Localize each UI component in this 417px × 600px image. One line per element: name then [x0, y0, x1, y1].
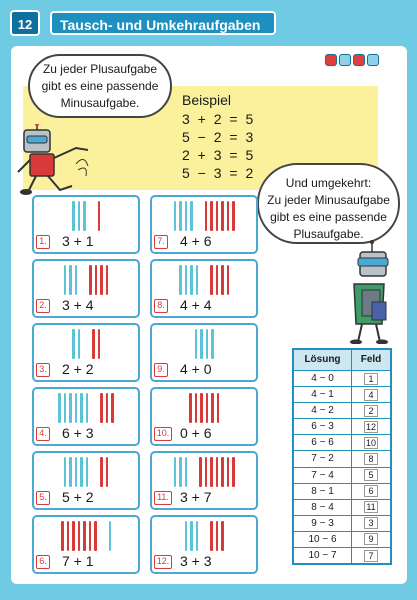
blue-stick-group: [109, 521, 112, 551]
red-stick: [100, 265, 103, 295]
red-stick: [189, 393, 192, 423]
bubble-line: Plusaufgabe.: [293, 227, 364, 241]
page-title: Tausch- und Umkehraufgaben: [50, 11, 276, 35]
bubble-line: Minusaufgabe.: [60, 96, 140, 110]
blue-stick-group: [58, 393, 88, 423]
publisher-logo: [325, 54, 379, 66]
solution-cell: 10 − 7: [294, 548, 352, 563]
blue-stick: [72, 329, 75, 359]
blue-stick: [179, 265, 182, 295]
exercise-term: 0 + 6: [180, 425, 212, 441]
blue-stick-group: [174, 457, 188, 487]
red-stick-group: [89, 265, 108, 295]
exercise-card: [150, 323, 258, 382]
exercise-term: 4 + 4: [180, 297, 212, 313]
field-cell: [352, 435, 390, 450]
field-cell: [352, 387, 390, 402]
field-box: 11: [364, 501, 378, 513]
red-stick: [95, 265, 98, 295]
table-row: [294, 499, 390, 515]
blue-stick: [78, 201, 81, 231]
red-stick: [216, 521, 219, 551]
table-row: [294, 370, 390, 386]
red-stick-group: [98, 201, 101, 231]
blue-stick: [179, 201, 182, 231]
blue-stick: [190, 521, 193, 551]
field-box: 3: [364, 517, 378, 529]
field-box: 4: [364, 389, 378, 401]
blue-stick: [211, 329, 214, 359]
solution-cell: 4 − 0: [294, 371, 352, 386]
page-number: 12: [10, 10, 40, 36]
blue-stick: [109, 521, 112, 551]
field-cell: [352, 500, 390, 515]
exercise-card: [150, 515, 258, 574]
exercise-number: 2.: [36, 299, 50, 313]
red-stick-group: [205, 201, 235, 231]
blue-stick: [174, 457, 177, 487]
blue-stick: [195, 329, 198, 359]
blue-stick: [69, 393, 72, 423]
red-stick: [216, 265, 219, 295]
exercise-term: 3 + 7: [180, 489, 212, 505]
field-cell: [352, 468, 390, 483]
field-cell: [352, 419, 390, 434]
exercise-term: 6 + 3: [62, 425, 94, 441]
blue-stick: [174, 201, 177, 231]
blue-stick: [58, 393, 61, 423]
field-box: 9: [364, 533, 378, 545]
speech-bubble-right: [257, 163, 400, 244]
red-stick: [78, 521, 81, 551]
solution-cell: 8 − 4: [294, 500, 352, 515]
solution-cell: 7 − 4: [294, 468, 352, 483]
exercise-term: 2 + 2: [62, 361, 94, 377]
example-equation: 2 + 3 = 5: [182, 147, 254, 163]
blue-stick: [75, 265, 78, 295]
exercise-card: [150, 451, 258, 510]
red-stick: [67, 521, 70, 551]
blue-stick: [78, 329, 81, 359]
field-cell: [352, 484, 390, 499]
blue-stick: [80, 457, 83, 487]
red-stick: [221, 521, 224, 551]
red-stick-group: [100, 457, 108, 487]
table-row: [294, 402, 390, 418]
field-box: 5: [364, 469, 378, 481]
red-stick-group: [61, 521, 97, 551]
table-row: [294, 467, 390, 483]
blue-stick-group: [72, 329, 80, 359]
exercise-number: 10.: [154, 427, 172, 441]
red-stick: [227, 457, 230, 487]
red-stick-group: [210, 265, 229, 295]
exercise-number: 6.: [36, 555, 50, 569]
red-stick: [100, 457, 103, 487]
red-stick: [221, 201, 224, 231]
bubble-line: Und umgekehrt:: [285, 176, 372, 190]
red-stick: [199, 457, 202, 487]
red-stick: [94, 521, 97, 551]
exercise-number: 1.: [36, 235, 50, 249]
red-stick: [211, 393, 214, 423]
blue-stick: [64, 265, 67, 295]
red-stick: [195, 393, 198, 423]
red-stick: [216, 201, 219, 231]
blue-stick: [200, 329, 203, 359]
red-stick: [83, 521, 86, 551]
blue-stick: [64, 457, 67, 487]
field-box: 12: [365, 421, 376, 432]
exercise-card: [32, 451, 140, 510]
exercise-number: 5.: [36, 491, 50, 505]
field-cell: [352, 451, 390, 466]
red-stick: [227, 265, 230, 295]
blue-stick: [190, 201, 193, 231]
field-cell: [352, 532, 390, 547]
blue-stick: [72, 201, 75, 231]
exercise-number: 9.: [154, 363, 168, 377]
field-cell: [352, 371, 390, 386]
field-box: 2: [364, 405, 378, 417]
red-stick: [210, 457, 213, 487]
red-stick: [98, 201, 101, 231]
blue-stick: [185, 457, 188, 487]
red-stick: [106, 393, 109, 423]
red-stick: [206, 393, 209, 423]
exercise-term: 4 + 6: [180, 233, 212, 249]
red-stick: [210, 201, 213, 231]
exercise-card: [32, 387, 140, 446]
solution-cell: 6 − 6: [294, 435, 352, 450]
blue-stick: [190, 265, 193, 295]
red-stick-group: [189, 393, 219, 423]
blue-stick: [179, 457, 182, 487]
field-box: 7: [364, 550, 378, 562]
bubble-line: gibt es eine passende: [41, 79, 159, 93]
example-equation: 5 − 2 = 3: [182, 129, 254, 145]
field-box: 10: [365, 437, 376, 448]
solution-cell: 10 − 6: [294, 532, 352, 547]
red-stick-group: [199, 457, 235, 487]
blue-stick: [206, 329, 209, 359]
red-stick: [210, 521, 213, 551]
field-cell: [352, 516, 390, 531]
table-row: [294, 386, 390, 402]
column-header: Feld: [360, 354, 382, 365]
red-stick: [217, 393, 220, 423]
table-row: [294, 483, 390, 499]
solution-cell: 4 − 1: [294, 387, 352, 402]
blue-stick: [75, 393, 78, 423]
red-stick: [227, 201, 230, 231]
blue-stick: [196, 265, 199, 295]
example-equation: 3 + 2 = 5: [182, 111, 254, 127]
table-row: [294, 515, 390, 531]
exercise-number: 4.: [36, 427, 50, 441]
red-stick: [89, 265, 92, 295]
table-row: [294, 418, 390, 434]
blue-stick: [86, 457, 89, 487]
solution-cell: 4 − 2: [294, 403, 352, 418]
red-stick: [200, 393, 203, 423]
exercise-term: 3 + 1: [62, 233, 94, 249]
red-stick: [106, 265, 109, 295]
red-stick: [98, 329, 101, 359]
red-stick: [111, 393, 114, 423]
robot-illustration: [16, 124, 106, 196]
red-stick: [100, 393, 103, 423]
exercise-term: 3 + 3: [180, 553, 212, 569]
blue-stick: [83, 201, 86, 231]
solution-cell: 6 − 3: [294, 419, 352, 434]
red-stick-group: [210, 521, 224, 551]
blue-stick-group: [185, 521, 199, 551]
red-stick: [216, 457, 219, 487]
red-stick: [232, 457, 235, 487]
field-box: 8: [364, 453, 378, 465]
blue-stick: [196, 521, 199, 551]
field-cell: [352, 548, 390, 563]
exercise-card: [32, 323, 140, 382]
table-row: [294, 450, 390, 466]
exercise-term: 7 + 1: [62, 553, 94, 569]
exercise-card: [150, 195, 258, 254]
table-row: [294, 547, 390, 563]
blue-stick-group: [195, 329, 214, 359]
red-stick: [106, 457, 109, 487]
exercise-card: [32, 515, 140, 574]
blue-stick: [69, 457, 72, 487]
red-stick: [92, 329, 95, 359]
table-row: [294, 434, 390, 450]
exercise-card: [32, 259, 140, 318]
table-header: [294, 350, 390, 370]
example-equation: 5 − 3 = 2: [182, 165, 254, 181]
exercise-number: 11.: [154, 491, 172, 505]
exercise-term: 5 + 2: [62, 489, 94, 505]
blue-stick: [185, 201, 188, 231]
speech-bubble-top: [28, 54, 172, 118]
field-box: 6: [364, 485, 378, 497]
red-stick: [72, 521, 75, 551]
blue-stick-group: [72, 201, 86, 231]
red-stick: [210, 265, 213, 295]
solution-cell: 8 − 1: [294, 484, 352, 499]
field-cell: [352, 403, 390, 418]
bubble-line: gibt es eine passende: [270, 210, 387, 224]
column-header: Lösung: [294, 350, 352, 370]
blue-stick: [64, 393, 67, 423]
solution-cell: 9 − 3: [294, 516, 352, 531]
red-stick: [89, 521, 92, 551]
blue-stick-group: [179, 265, 198, 295]
exercise-term: 4 + 0: [180, 361, 212, 377]
exercise-card: [150, 387, 258, 446]
blue-stick: [86, 393, 89, 423]
blue-stick-group: [64, 457, 89, 487]
blue-stick: [185, 521, 188, 551]
red-stick: [221, 265, 224, 295]
red-stick: [61, 521, 64, 551]
blue-stick: [69, 265, 72, 295]
robot-illustration: [338, 240, 394, 344]
red-stick: [221, 457, 224, 487]
blue-stick: [80, 393, 83, 423]
table-row: [294, 531, 390, 547]
exercise-number: 12.: [154, 555, 172, 569]
solution-cell: 7 − 2: [294, 451, 352, 466]
red-stick: [205, 201, 208, 231]
blue-stick: [75, 457, 78, 487]
exercise-card: [150, 259, 258, 318]
exercise-number: 7.: [154, 235, 168, 249]
blue-stick-group: [174, 201, 193, 231]
red-stick-group: [92, 329, 100, 359]
red-stick-group: [100, 393, 114, 423]
bubble-line: Zu jeder Minusaufgabe: [267, 193, 390, 207]
red-stick: [205, 457, 208, 487]
exercise-card: [32, 195, 140, 254]
example-title: Beispiel: [182, 92, 232, 108]
field-box: 1: [364, 373, 378, 385]
exercise-number: 3.: [36, 363, 50, 377]
exercise-number: 8.: [154, 299, 168, 313]
red-stick: [232, 201, 235, 231]
solution-table: [292, 348, 392, 565]
blue-stick: [185, 265, 188, 295]
blue-stick-group: [64, 265, 78, 295]
exercise-term: 3 + 4: [62, 297, 94, 313]
bubble-line: Zu jeder Plusaufgabe: [42, 62, 158, 76]
